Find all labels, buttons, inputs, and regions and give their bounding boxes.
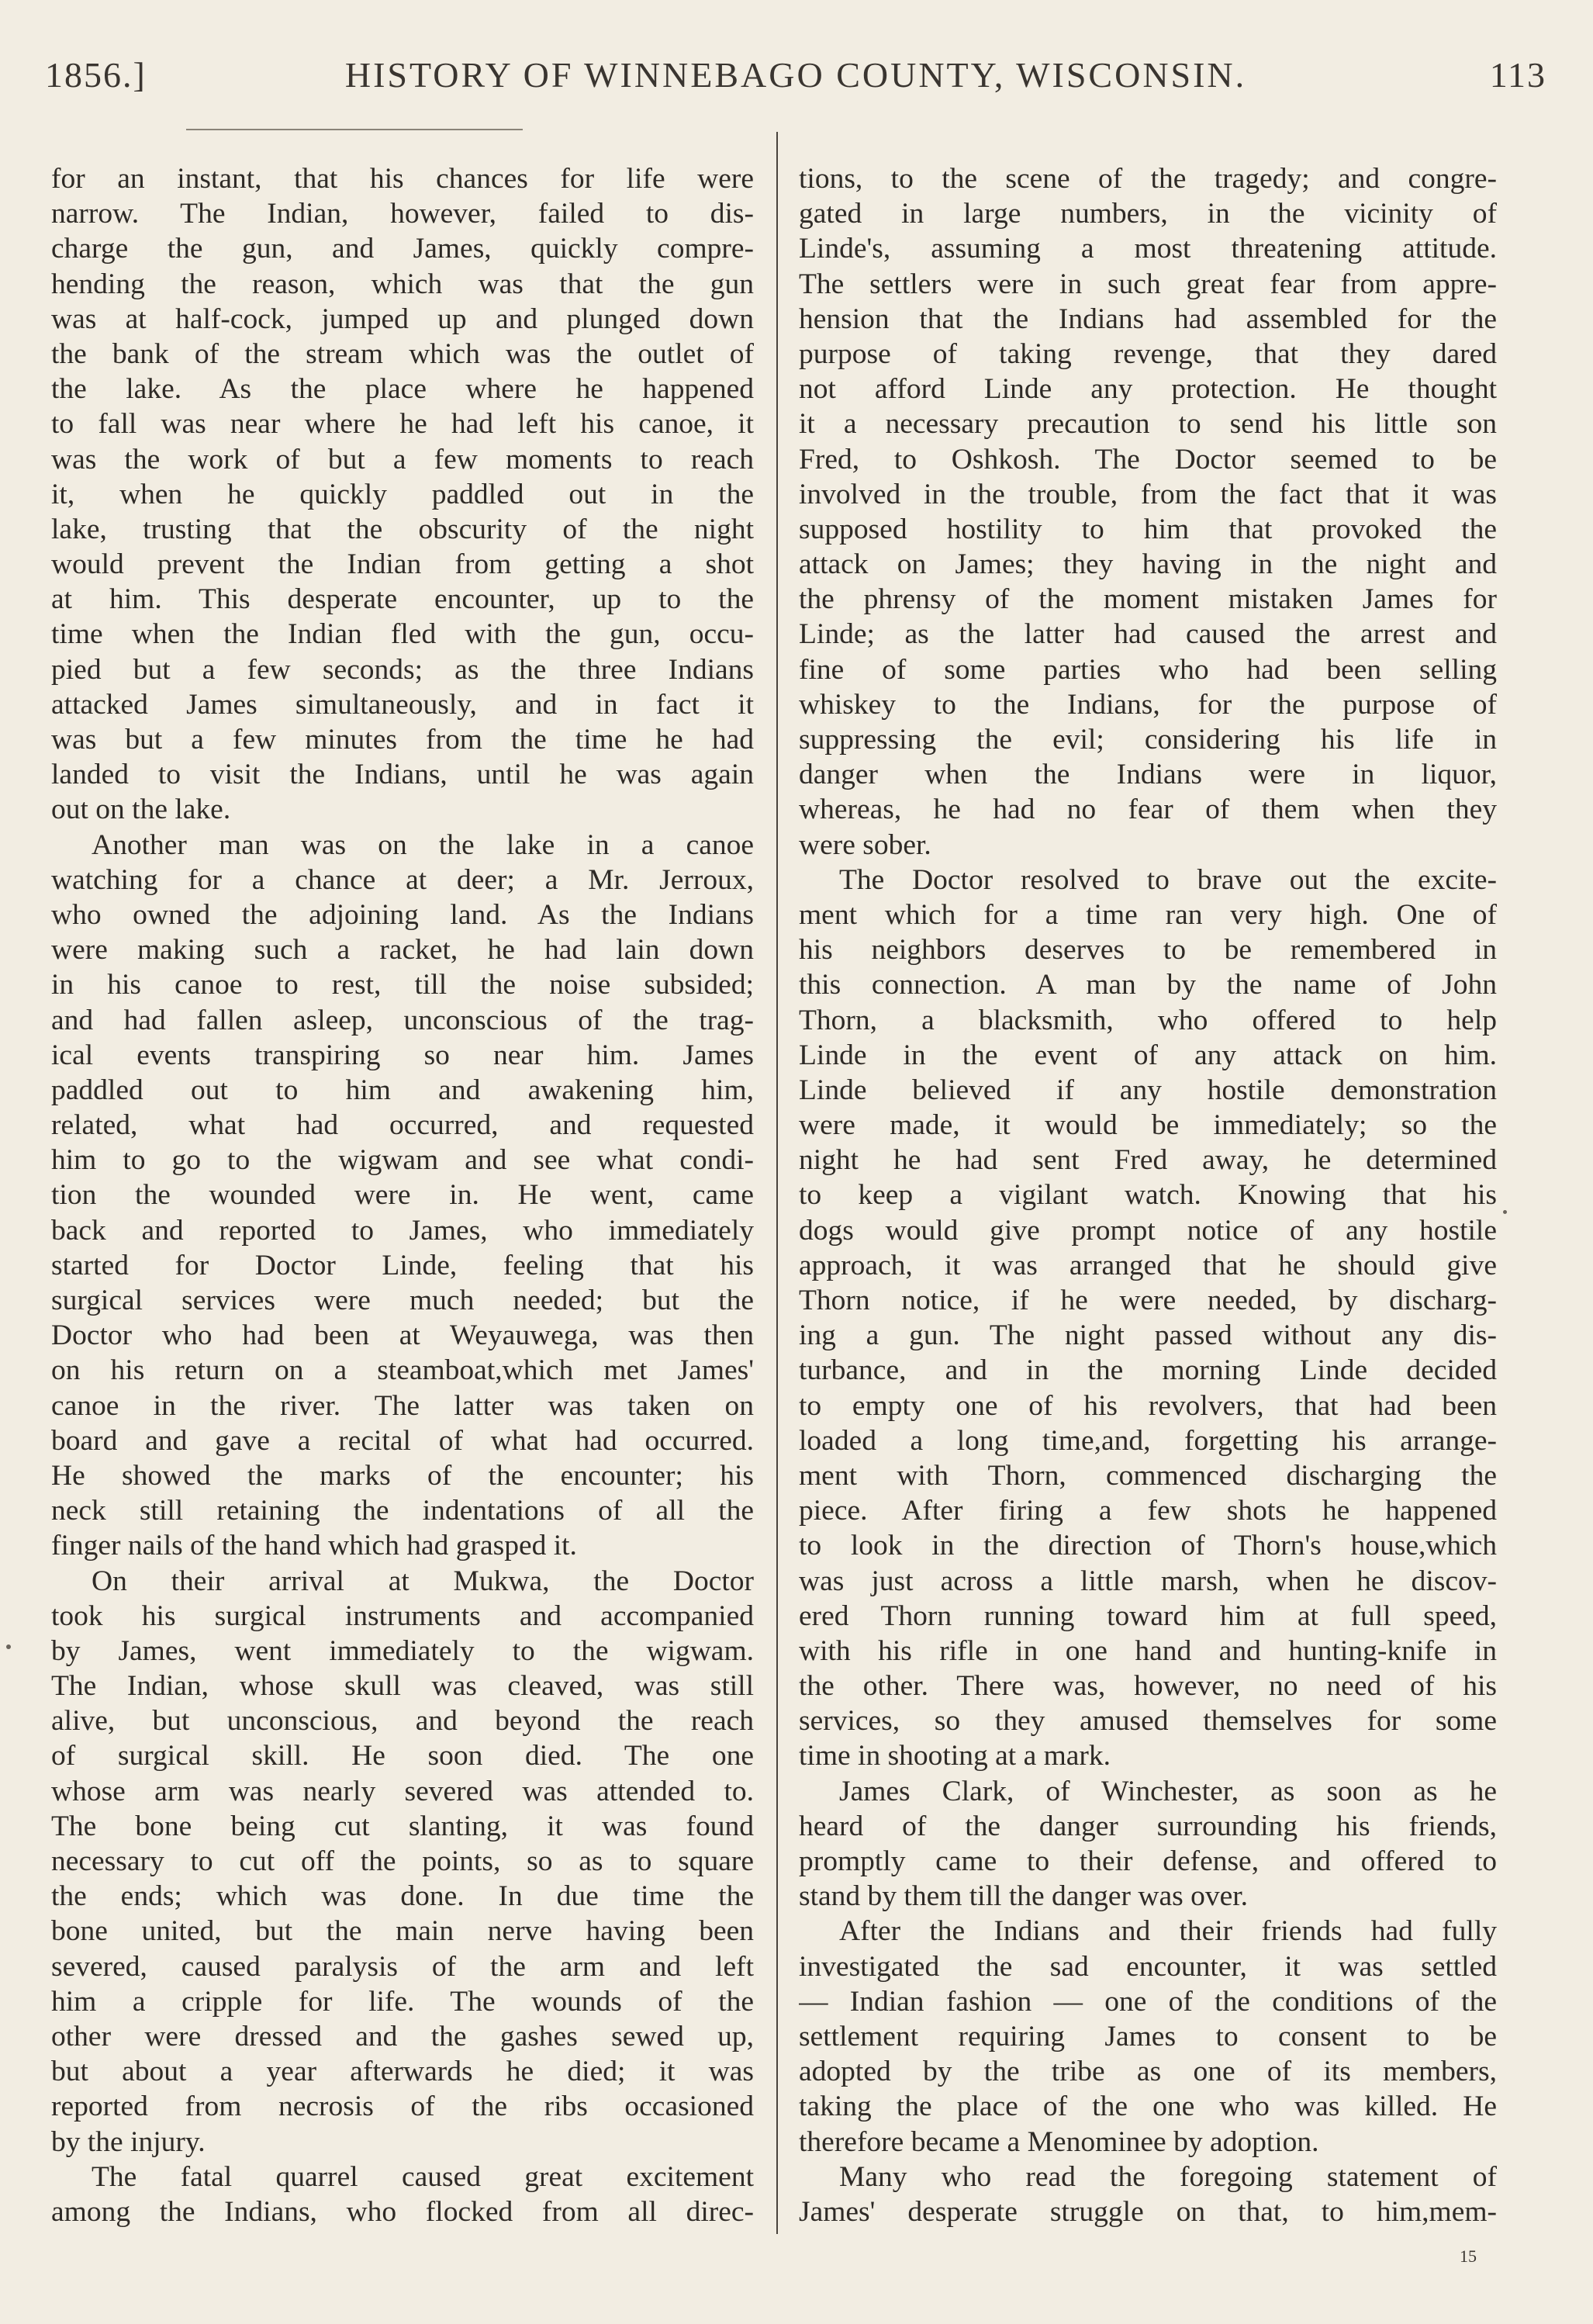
print-speck [1503,1210,1507,1214]
text-line: but about a year afterwards he died; it was [51,2056,754,2088]
text-line: fine of some parties who had been selling [799,653,1497,686]
text-line: in his canoe to rest, till the noise subsided; [51,969,754,1001]
text-line: hending the reason, which was that the gun [51,268,754,300]
text-line: it a necessary precaution to send his little son [799,408,1497,441]
text-line: bone united, but the main nerve having been [51,1915,754,1948]
text-line: supposed hostility to him that provoked the [799,513,1497,545]
text-line: Linde believed if any hostile demonstration [799,1074,1497,1106]
text-line: ment with Thorn, commenced discharging the [799,1459,1497,1492]
text-line: hension that the Indians had assembled for the [799,303,1497,335]
text-line: Linde in the event of any attack on him. [799,1039,1497,1071]
text-line: charge the gun, and James, quickly compre- [51,233,754,265]
text-line: taking the place of the one who was killed. He [799,2091,1497,2123]
text-line: the other. There was, however, no need of his [799,1670,1497,1703]
text-line: were made, it would be immediately; so the [799,1109,1497,1142]
text-line: board and gave a recital of what had occurred. [51,1424,754,1457]
text-line: therefore became a Menominee by adoption. [799,2125,1319,2158]
text-line: ing a gun. The night passed without any dis- [799,1319,1497,1352]
text-line: — Indian fashion — one of the conditions of the [799,1985,1497,2018]
text-line: by the injury. [51,2125,206,2158]
text-line: James' desperate struggle on that, to him,mem- [799,2195,1497,2228]
text-line: ered Thorn running toward him at full speed, [799,1599,1497,1632]
text-line: neck still retaining the indentations of all the [51,1495,754,1527]
text-line: were sober. [799,828,931,861]
text-line: dogs would give prompt notice of any hostile [799,1214,1497,1247]
text-line: Linde's, assuming a most threatening attitude. [799,233,1497,265]
text-line: to empty one of his revolvers, that had been [799,1389,1497,1422]
right-column [799,161,1497,2229]
text-line: time in shooting at a mark. [799,1740,1111,1772]
text-line: narrow. The Indian, however, failed to dis- [51,198,754,230]
text-line: took his surgical instruments and accompanied [51,1599,754,1632]
text-line: finger nails of the hand which had grasped it. [51,1530,577,1562]
text-line: were making such a racket, he had lain down [51,934,754,967]
text-line: turbance, and in the morning Linde decided [799,1354,1497,1387]
text-line: to keep a vigilant watch. Knowing that his [799,1179,1497,1212]
text-line: Fred, to Oshkosh. The Doctor seemed to be [799,443,1497,476]
text-line: back and reported to James, who immediately [51,1214,754,1247]
text-line: The Indian, whose skull was cleaved, was still [51,1670,754,1703]
text-line: among the Indians, who flocked from all direc- [51,2195,754,2228]
text-line: He showed the marks of the encounter; his [51,1459,754,1492]
print-speck [6,1644,11,1649]
text-line: it, when he quickly paddled out in the [51,478,754,510]
text-line: was but a few minutes from the time he had [51,724,754,756]
text-line: Linde; as the latter had caused the arrest and [799,618,1497,651]
text-line: investigated the sad encounter, it was settled [799,1950,1497,1983]
text-line: approach, it was arranged that he should give [799,1249,1497,1281]
text-line: Doctor who had been at Weyauwega, was then [51,1319,754,1352]
text-line: lake, trusting that the obscurity of the night [51,513,754,545]
running-header [45,54,1546,101]
text-line: with his rifle in one hand and hunting-knife in [799,1634,1497,1667]
text-line: the phrensy of the moment mistaken James for [799,583,1497,616]
text-line: involved in the trouble, from the fact that it was [799,478,1497,510]
text-line: night he had sent Fred away, he determined [799,1144,1497,1177]
text-line: to fall was near where he had left his canoe, it [51,408,754,441]
text-line: ment which for a time ran very high. One of [799,898,1497,931]
text-line: surgical services were much needed; but the [51,1285,754,1316]
text-line: him to go to the wigwam and see what condi- [51,1144,754,1177]
text-line: James Clark, of Winchester, as soon as he [839,1775,1497,1807]
text-line: whereas, he had no fear of them when they [799,794,1497,826]
text-line: and had fallen asleep, unconscious of the trag- [51,1004,754,1036]
text-line: suppressing the evil; considering his life in [799,724,1497,756]
text-line: danger when the Indians were in liquor, [799,759,1497,791]
text-line: settlement requiring James to consent to be [799,2020,1497,2053]
header-rule [186,129,523,130]
header-year: 1856.] [45,55,147,95]
text-line: the lake. As the place where he happened [51,373,754,406]
text-line: The settlers were in such great fear from appre- [799,268,1497,300]
text-line: at him. This desperate encounter, up to the [51,583,754,616]
text-line: paddled out to him and awakening him, [51,1074,754,1106]
text-line: alive, but unconscious, and beyond the reach [51,1705,754,1738]
page-number: 113 [1489,55,1546,95]
text-line: out on the lake. [51,794,231,826]
text-line: pied but a few seconds; as the three Indians [51,653,754,686]
text-line: stand by them till the danger was over. [799,1880,1249,1913]
text-line: promptly came to their defense, and offered to [799,1845,1497,1877]
text-line: time when the Indian fled with the gun, occu- [51,618,754,651]
text-line: reported from necrosis of the ribs occasioned [51,2091,754,2123]
text-line: of surgical skill. He soon died. The one [51,1740,754,1772]
text-line: was at half-cock, jumped up and plunged down [51,303,754,335]
text-line: was the work of but a few moments to reach [51,443,754,476]
text-line: tions, to the scene of the tragedy; and congre- [799,163,1497,195]
text-line: by James, went immediately to the wigwam. [51,1634,754,1667]
text-line: the bank of the stream which was the outlet of [51,337,754,370]
text-line: to look in the direction of Thorn's house,which [799,1530,1497,1562]
text-line: ical events transpiring so near him. James [51,1039,754,1071]
text-line: On their arrival at Mukwa, the Doctor [92,1565,754,1597]
text-line: severed, caused paralysis of the arm and left [51,1950,754,1983]
text-line: whose arm was nearly severed was attended to. [51,1775,754,1807]
signature-mark: 15 [1460,2246,1477,2266]
text-line: adopted by the tribe as one of its members, [799,2056,1497,2088]
text-line: After the Indians and their friends had fully [839,1915,1497,1948]
column-divider [776,132,778,2234]
text-line: was just across a little marsh, when he discov- [799,1565,1497,1597]
text-line: landed to visit the Indians, until he was again [51,759,754,791]
text-line: The fatal quarrel caused great excitement [92,2160,754,2193]
text-line: canoe in the river. The latter was taken on [51,1389,754,1422]
text-line: services, so they amused themselves for some [799,1705,1497,1738]
text-line: not afford Linde any protection. He thought [799,373,1497,406]
text-line: Another man was on the lake in a canoe [92,828,754,861]
text-line: related, what had occurred, and requested [51,1109,754,1142]
text-line: the ends; which was done. In due time the [51,1880,754,1913]
text-line: attack on James; they having in the night and [799,548,1497,581]
text-line: his neighbors deserves to be remembered in [799,934,1497,967]
text-line: Thorn notice, if he were needed, by discharg- [799,1285,1497,1316]
text-line: heard of the danger surrounding his friends, [799,1810,1497,1842]
text-line: watching for a chance at deer; a Mr. Jerroux, [51,863,754,896]
text-line: Many who read the foregoing statement of [839,2160,1497,2193]
text-line: other were dressed and the gashes sewed up, [51,2020,754,2053]
text-line: for an instant, that his chances for life were [51,163,754,195]
text-line: The bone being cut slanting, it was found [51,1810,754,1842]
text-line: loaded a long time,and, forgetting his arrange- [799,1424,1497,1457]
text-line: necessary to cut off the points, so as to square [51,1845,754,1877]
header-title: HISTORY OF WINNEBAGO COUNTY, WISCONSIN. [344,55,1247,95]
text-line: piece. After firing a few shots he happened [799,1495,1497,1527]
text-line: this connection. A man by the name of John [799,969,1497,1001]
text-line: on his return on a steamboat,which met James' [51,1354,754,1387]
text-line: would prevent the Indian from getting a shot [51,548,754,581]
text-line: attacked James simultaneously, and in fact it [51,688,754,721]
text-line: who owned the adjoining land. As the Indians [51,898,754,931]
left-column [51,161,754,2229]
text-line: tion the wounded were in. He went, came [51,1179,754,1212]
text-line: him a cripple for life. The wounds of the [51,1985,754,2018]
text-line: gated in large numbers, in the vicinity of [799,198,1497,230]
text-line: started for Doctor Linde, feeling that his [51,1249,754,1281]
text-line: Thorn, a blacksmith, who offered to help [799,1004,1497,1036]
text-line: whiskey to the Indians, for the purpose of [799,688,1497,721]
text-line: purpose of taking revenge, that they dared [799,337,1497,370]
text-line: The Doctor resolved to brave out the excite- [839,863,1497,896]
